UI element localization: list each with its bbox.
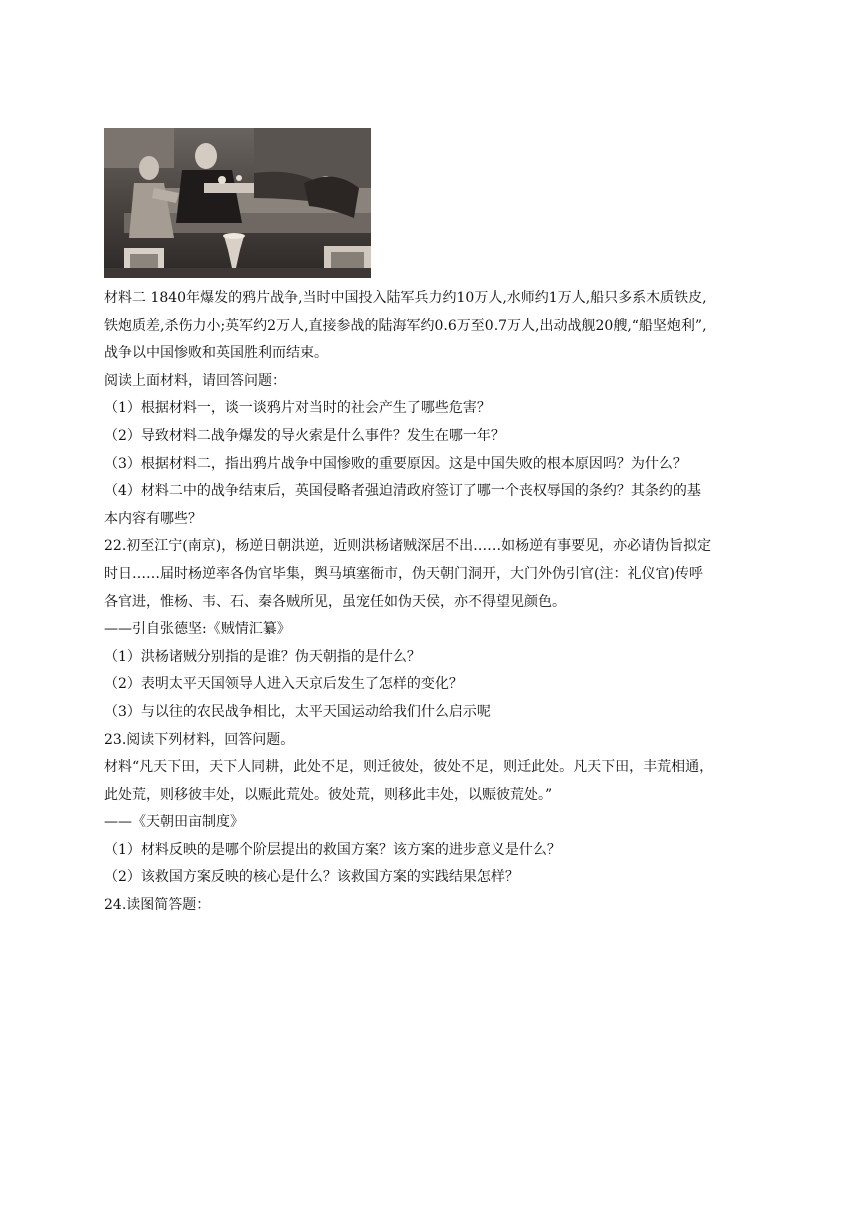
question-23-2: （2）该救国方案反映的核心是什么？该救国方案的实践结果怎样？: [104, 869, 519, 886]
question-22-line-2: 时日……届时杨逆率各伪官毕集，舆马填塞衙市，伪天朝门洞开，大门外伪引官(注：礼仪官)传呼: [104, 565, 703, 582]
question-21-1: （1）根据材料一，谈一谈鸦片对当时的社会产生了哪些危害？: [104, 400, 491, 417]
question-24-heading: 24.读图简答题：: [104, 897, 211, 914]
material-two-line-1: 材料二 1840年爆发的鸦片战争,当时中国投入陆军兵力约10万人,水师约1万人,船只多系木质铁皮,: [104, 290, 707, 306]
material-two-line-3: 战争以中国惨败和英国胜利而结束。: [104, 345, 328, 362]
question-22-1: （1）洪杨诸贼分别指的是谁？伪天朝指的是什么？: [104, 648, 421, 665]
question-22-line-3: 各官进，惟杨、韦、石、秦各贼所见，虽宠任如伪天侯，亦不得望见颜色。: [104, 593, 566, 610]
question-22-2: （2）表明太平天国领导人进入天京后发生了怎样的变化？: [104, 676, 463, 693]
question-23-material-line-1: 材料“凡天下田，天下人同耕，此处不足，则迁彼处，彼处不足，则迁此处。凡天下田，丰荒相通，: [104, 759, 714, 776]
document-page: [104, 128, 764, 920]
instruction-line: 阅读上面材料，请回答问题：: [104, 372, 286, 389]
document-text: [104, 285, 764, 920]
question-23-heading: 23.阅读下列材料，回答问题。: [104, 731, 295, 748]
question-22-line-1: 22.初至江宁(南京)，杨逆日朝洪逆，近则洪杨诸贼深居不出……如杨逆有事要见，亦必请伪旨拟定: [104, 538, 712, 555]
question-22-3: （3）与以往的农民战争相比，太平天国运动给我们什么启示呢: [104, 703, 491, 720]
question-21-2: （2）导致材料二战争爆发的导火索是什么事件？发生在哪一年？: [104, 427, 505, 444]
question-23-citation: ——《天朝田亩制度》: [104, 814, 244, 831]
question-21-4-line-2: 本内容有哪些？: [104, 510, 202, 527]
question-21-3: （3）根据材料二，指出鸦片战争中国惨败的重要原因。这是中国失败的根本原因吗？为什么？: [104, 455, 687, 472]
opium-den-photo: [104, 128, 371, 278]
question-21-4-line-1: （4）材料二中的战争结束后，英国侵略者强迫清政府签订了哪一个丧权辱国的条约？其条约的基: [104, 483, 701, 500]
question-23-material-line-2: 此处荒，则移彼丰处，以赈此荒处。彼处荒，则移此丰处，以赈彼荒处。”: [104, 786, 553, 803]
question-23-1: （1）材料反映的是哪个阶层提出的救国方案？该方案的进步意义是什么？: [104, 841, 561, 858]
material-two-line-2: 铁炮质差,杀伤力小;英军约2万人,直接参战的陆海军约0.6万至0.7万人,出动战舰20艘,“船坚炮利”,: [104, 317, 707, 334]
question-22-citation: ——引自张德坚:《贼情汇纂》: [104, 621, 291, 638]
